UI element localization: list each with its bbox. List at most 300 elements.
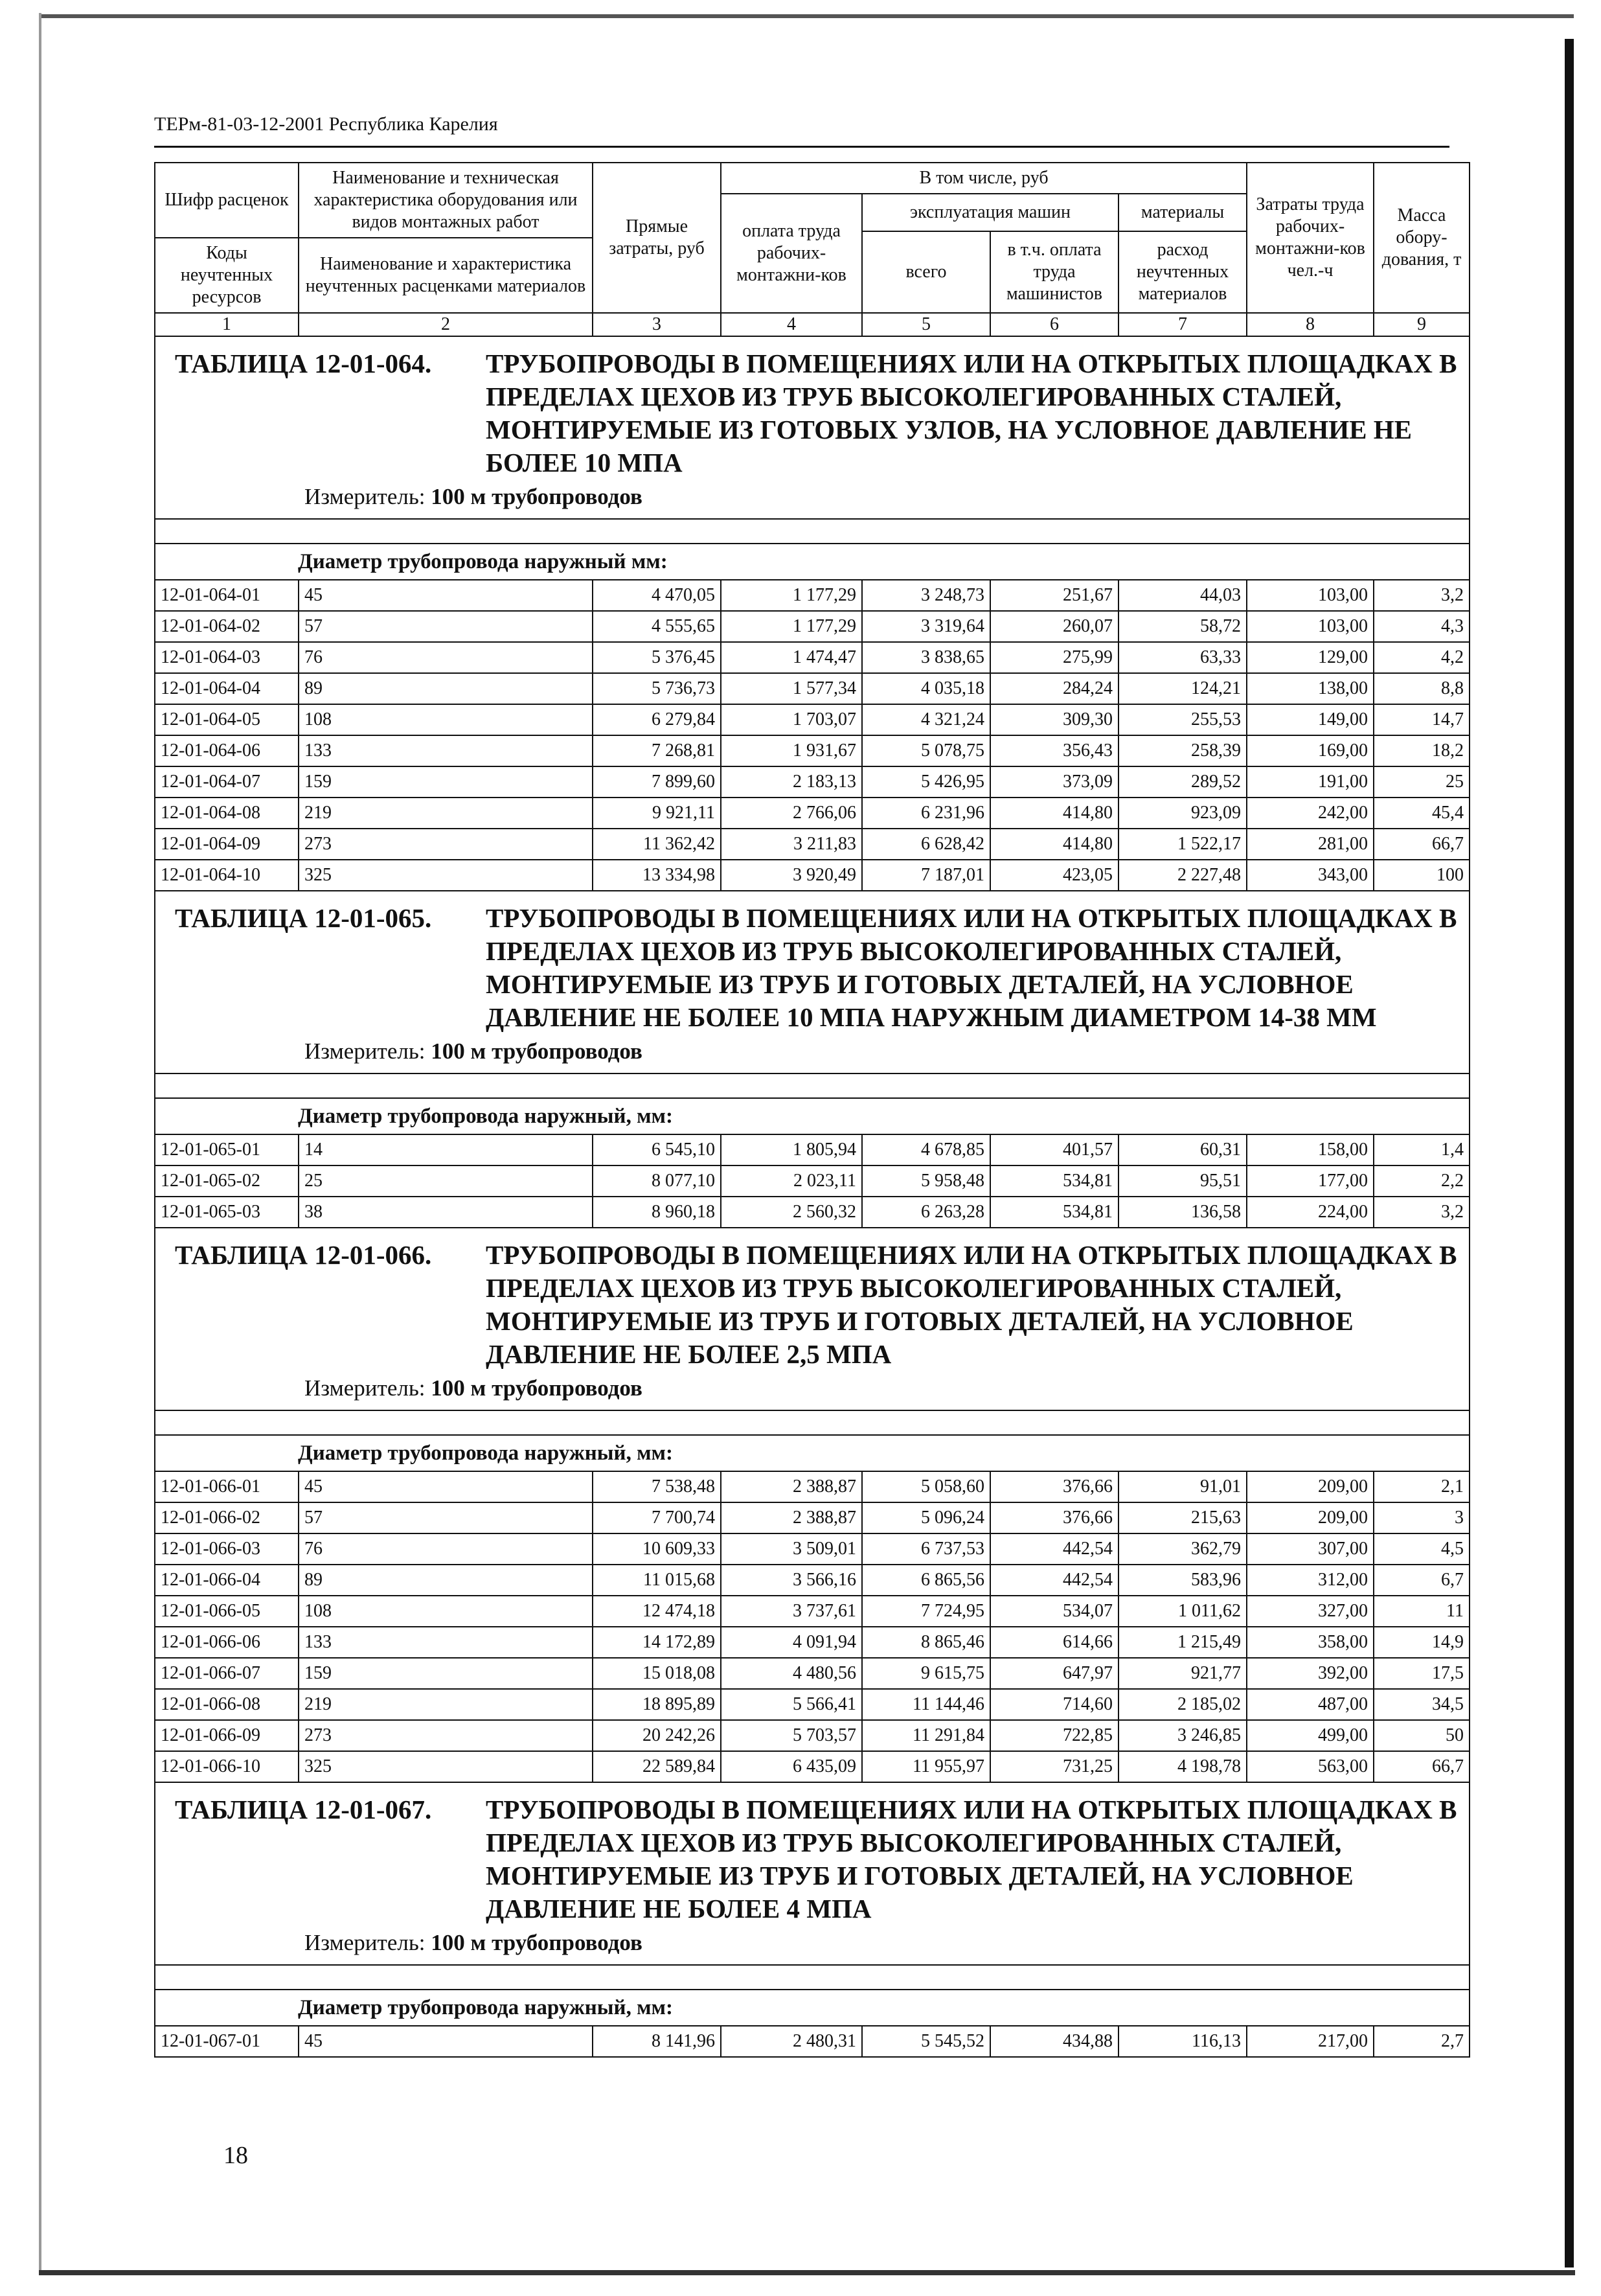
table-row — [155, 1720, 1470, 1751]
section-title — [175, 1793, 1462, 1925]
col-wages-header: оплата труда рабочих-монтажни-ков — [721, 194, 862, 313]
table-cell: 2 388,87 — [721, 1471, 862, 1502]
table-row — [155, 1471, 1470, 1502]
table-row — [155, 1565, 1470, 1596]
table-cell: 169,00 — [1247, 735, 1374, 766]
table-cell: 4 480,56 — [721, 1658, 862, 1689]
table-cell: 534,81 — [990, 1197, 1118, 1228]
table-cell: 215,63 — [1118, 1502, 1247, 1533]
table-cell: 2,2 — [1374, 1165, 1470, 1197]
table-cell: 124,21 — [1118, 673, 1247, 704]
section-unit — [304, 1037, 1462, 1066]
table-cell: 499,00 — [1247, 1720, 1374, 1751]
table-cell: 129,00 — [1247, 642, 1374, 673]
table-cell: 8 865,46 — [862, 1627, 990, 1658]
table-cell: 4 035,18 — [862, 673, 990, 704]
section-title — [175, 347, 1462, 479]
table-cell: 4 555,65 — [593, 611, 721, 642]
table-cell: 1 522,17 — [1118, 829, 1247, 860]
table-cell: 2,1 — [1374, 1471, 1470, 1502]
column-numbers-row — [155, 313, 1470, 336]
table-cell: 158,00 — [1247, 1134, 1374, 1165]
section-unit — [304, 1928, 1462, 1958]
table-cell: 12-01-065-03 — [155, 1197, 299, 1228]
table-cell: 2 227,48 — [1118, 860, 1247, 891]
col-number: 4 — [721, 313, 862, 336]
section-title-text: ТРУБОПРОВОДЫ В ПОМЕЩЕНИЯХ ИЛИ НА ОТКРЫТЫХ ПЛОЩАДКАХ В ПРЕДЕЛАХ ЦЕХОВ ИЗ ТРУБ ВЫСОКОЛЕГИРОВАННЫХ СТАЛЕЙ, МОНТИРУЕМЫЕ ИЗ ГОТОВЫХ УЗЛОВ, НА УСЛОВНОЕ ДАВЛЕНИЕ НЕ БОЛЕЕ 10 МПА — [486, 349, 1457, 477]
table-cell: 103,00 — [1247, 580, 1374, 611]
table-row — [155, 1165, 1470, 1197]
table-cell: 5 376,45 — [593, 642, 721, 673]
table-cell: 108 — [299, 1596, 593, 1627]
table-cell: 1,4 — [1374, 1134, 1470, 1165]
table-cell: 376,66 — [990, 1502, 1118, 1533]
table-row — [155, 1533, 1470, 1565]
table-cell: 251,67 — [990, 580, 1118, 611]
col-labor-hours-header: Затраты труда рабочих-монтажни-ков чел.-ч — [1247, 163, 1374, 313]
section-heading — [155, 1228, 1470, 1410]
table-cell: 376,66 — [990, 1471, 1118, 1502]
table-head — [155, 163, 1470, 336]
table-cell: 14,9 — [1374, 1627, 1470, 1658]
table-cell: 95,51 — [1118, 1165, 1247, 1197]
table-cell: 45 — [299, 2026, 593, 2057]
diameter-label: Диаметр трубопровода наружный, мм: — [155, 1098, 1470, 1134]
table-row — [155, 860, 1470, 891]
section-heading-row — [155, 891, 1470, 1073]
table-cell: 17,5 — [1374, 1658, 1470, 1689]
table-cell: 6 628,42 — [862, 829, 990, 860]
table-cell: 2 388,87 — [721, 1502, 862, 1533]
table-cell: 20 242,26 — [593, 1720, 721, 1751]
table-cell: 2 480,31 — [721, 2026, 862, 2057]
table-cell: 7 724,95 — [862, 1596, 990, 1627]
table-row — [155, 1627, 1470, 1658]
rates-table — [154, 162, 1470, 2058]
table-cell: 5 566,41 — [721, 1689, 862, 1720]
table-cell: 284,24 — [990, 673, 1118, 704]
table-cell: 6,7 — [1374, 1565, 1470, 1596]
table-cell: 45,4 — [1374, 798, 1470, 829]
table-cell: 3 246,85 — [1118, 1720, 1247, 1751]
table-cell: 2,7 — [1374, 2026, 1470, 2057]
table-cell: 219 — [299, 798, 593, 829]
table-cell: 325 — [299, 860, 593, 891]
section-heading — [155, 1782, 1470, 1965]
table-cell: 18 895,89 — [593, 1689, 721, 1720]
table-cell: 116,13 — [1118, 2026, 1247, 2057]
table-cell: 414,80 — [990, 829, 1118, 860]
table-cell: 12-01-066-05 — [155, 1596, 299, 1627]
table-cell: 7 700,74 — [593, 1502, 721, 1533]
table-cell: 149,00 — [1247, 704, 1374, 735]
table-cell: 9 615,75 — [862, 1658, 990, 1689]
table-cell: 133 — [299, 1627, 593, 1658]
table-cell: 343,00 — [1247, 860, 1374, 891]
table-cell: 60,31 — [1118, 1134, 1247, 1165]
table-cell: 8 141,96 — [593, 2026, 721, 2057]
section-spacer — [155, 1965, 1470, 1990]
table-cell: 722,85 — [990, 1720, 1118, 1751]
diameter-row — [155, 1435, 1470, 1471]
col-materials-name-header: Наименование и характеристика неучтенных расценками материалов — [299, 238, 593, 313]
table-cell: 6 737,53 — [862, 1533, 990, 1565]
table-cell: 6 279,84 — [593, 704, 721, 735]
table-cell: 3 920,49 — [721, 860, 862, 891]
table-cell: 12-01-064-06 — [155, 735, 299, 766]
unit-label: Измеритель: — [304, 1039, 426, 1064]
table-cell: 6 545,10 — [593, 1134, 721, 1165]
table-cell: 5 703,57 — [721, 1720, 862, 1751]
table-cell: 11 955,97 — [862, 1751, 990, 1782]
table-cell: 3 509,01 — [721, 1533, 862, 1565]
header-rule — [154, 146, 1449, 148]
document-header: ТЕРм-81-03-12-2001 Республика Карелия — [154, 113, 498, 135]
section-heading-row — [155, 1782, 1470, 1965]
table-cell: 15 018,08 — [593, 1658, 721, 1689]
page-number: 18 — [223, 2142, 248, 2169]
table-cell: 255,53 — [1118, 704, 1247, 735]
table-cell: 6 435,09 — [721, 1751, 862, 1782]
table-cell: 14,7 — [1374, 704, 1470, 735]
scan-border-right — [1565, 39, 1574, 2267]
table-cell: 312,00 — [1247, 1565, 1374, 1596]
table-cell: 138,00 — [1247, 673, 1374, 704]
table-cell: 136,58 — [1118, 1197, 1247, 1228]
table-cell: 923,09 — [1118, 798, 1247, 829]
table-cell: 3 319,64 — [862, 611, 990, 642]
table-cell: 4 321,24 — [862, 704, 990, 735]
unit-value: 100 м трубопроводов — [431, 484, 642, 509]
table-cell: 209,00 — [1247, 1471, 1374, 1502]
table-cell: 392,00 — [1247, 1658, 1374, 1689]
diameter-label: Диаметр трубопровода наружный, мм: — [155, 1990, 1470, 2026]
table-row — [155, 735, 1470, 766]
unit-label: Измеритель: — [304, 1930, 426, 1955]
table-cell: 714,60 — [990, 1689, 1118, 1720]
table-cell: 12-01-064-08 — [155, 798, 299, 829]
table-cell: 159 — [299, 1658, 593, 1689]
table-cell: 1 177,29 — [721, 580, 862, 611]
table-cell: 3,2 — [1374, 580, 1470, 611]
table-cell: 4 470,05 — [593, 580, 721, 611]
table-cell: 12-01-067-01 — [155, 2026, 299, 2057]
table-cell: 4 091,94 — [721, 1627, 862, 1658]
section-spacer — [155, 519, 1470, 544]
table-cell: 12-01-064-05 — [155, 704, 299, 735]
table-cell: 1 577,34 — [721, 673, 862, 704]
table-cell: 258,39 — [1118, 735, 1247, 766]
table-cell: 273 — [299, 829, 593, 860]
table-cell: 217,00 — [1247, 2026, 1374, 2057]
table-row — [155, 1502, 1470, 1533]
table-cell: 14 172,89 — [593, 1627, 721, 1658]
table-cell: 25 — [299, 1165, 593, 1197]
table-cell: 281,00 — [1247, 829, 1374, 860]
section-code: ТАБЛИЦА 12-01-066. — [175, 1240, 432, 1270]
table-cell: 57 — [299, 611, 593, 642]
table-cell: 14 — [299, 1134, 593, 1165]
section-heading — [155, 891, 1470, 1073]
table-cell: 242,00 — [1247, 798, 1374, 829]
table-cell: 177,00 — [1247, 1165, 1374, 1197]
table-cell: 3 566,16 — [721, 1565, 862, 1596]
section-title — [175, 902, 1462, 1034]
table-row — [155, 673, 1470, 704]
table-cell: 6 865,56 — [862, 1565, 990, 1596]
table-cell: 4,5 — [1374, 1533, 1470, 1565]
table-cell: 1 011,62 — [1118, 1596, 1247, 1627]
table-cell: 100 — [1374, 860, 1470, 891]
unit-value: 100 м трубопроводов — [431, 1039, 642, 1064]
table-cell: 12-01-064-03 — [155, 642, 299, 673]
table-cell: 191,00 — [1247, 766, 1374, 798]
unit-label: Измеритель: — [304, 1375, 426, 1401]
table-cell: 1 215,49 — [1118, 1627, 1247, 1658]
section-spacer-row — [155, 519, 1470, 544]
table-cell: 423,05 — [990, 860, 1118, 891]
table-row — [155, 829, 1470, 860]
section-spacer — [155, 1410, 1470, 1435]
table-cell: 224,00 — [1247, 1197, 1374, 1228]
section-spacer-row — [155, 1965, 1470, 1990]
col-number: 9 — [1374, 313, 1470, 336]
table-cell: 3 737,61 — [721, 1596, 862, 1627]
table-cell: 534,07 — [990, 1596, 1118, 1627]
table-cell: 6 231,96 — [862, 798, 990, 829]
table-cell: 5 058,60 — [862, 1471, 990, 1502]
table-cell: 327,00 — [1247, 1596, 1374, 1627]
table-cell: 12-01-066-08 — [155, 1689, 299, 1720]
col-number: 2 — [299, 313, 593, 336]
table-cell: 12-01-065-01 — [155, 1134, 299, 1165]
table-cell: 5 078,75 — [862, 735, 990, 766]
table-cell: 4,2 — [1374, 642, 1470, 673]
col-number: 7 — [1118, 313, 1247, 336]
table-cell: 12-01-066-06 — [155, 1627, 299, 1658]
table-cell: 8 960,18 — [593, 1197, 721, 1228]
table-row — [155, 1658, 1470, 1689]
table-cell: 1 931,67 — [721, 735, 862, 766]
table-row — [155, 704, 1470, 735]
diameter-row — [155, 1098, 1470, 1134]
table-cell: 58,72 — [1118, 611, 1247, 642]
col-code-header: Шифр расценок — [155, 163, 299, 238]
table-cell: 12-01-064-02 — [155, 611, 299, 642]
table-cell: 647,97 — [990, 1658, 1118, 1689]
table-cell: 12-01-066-09 — [155, 1720, 299, 1751]
table-cell: 563,00 — [1247, 1751, 1374, 1782]
table-cell: 63,33 — [1118, 642, 1247, 673]
col-group-header: В том числе, руб — [721, 163, 1247, 194]
table-cell: 89 — [299, 1565, 593, 1596]
table-cell: 66,7 — [1374, 1751, 1470, 1782]
table-cell: 76 — [299, 1533, 593, 1565]
table-cell: 307,00 — [1247, 1533, 1374, 1565]
table-body — [155, 336, 1470, 2057]
col-number: 6 — [990, 313, 1118, 336]
section-heading-row — [155, 336, 1470, 519]
table-cell: 76 — [299, 642, 593, 673]
table-cell: 5 545,52 — [862, 2026, 990, 2057]
table-cell: 325 — [299, 1751, 593, 1782]
table-cell: 921,77 — [1118, 1658, 1247, 1689]
table-cell: 1 805,94 — [721, 1134, 862, 1165]
table-cell: 45 — [299, 1471, 593, 1502]
unit-value: 100 м трубопроводов — [431, 1930, 642, 1955]
table-cell: 309,30 — [990, 704, 1118, 735]
section-heading-row — [155, 1228, 1470, 1410]
table-row — [155, 611, 1470, 642]
table-cell: 289,52 — [1118, 766, 1247, 798]
table-cell: 66,7 — [1374, 829, 1470, 860]
table-cell: 273 — [299, 1720, 593, 1751]
table-cell: 7 538,48 — [593, 1471, 721, 1502]
table-cell: 3 248,73 — [862, 580, 990, 611]
table-cell: 11 — [1374, 1596, 1470, 1627]
table-row — [155, 580, 1470, 611]
table-cell: 13 334,98 — [593, 860, 721, 891]
table-cell: 12-01-066-10 — [155, 1751, 299, 1782]
section-code: ТАБЛИЦА 12-01-065. — [175, 903, 432, 933]
table-cell: 442,54 — [990, 1565, 1118, 1596]
table-cell: 12-01-064-01 — [155, 580, 299, 611]
table-cell: 10 609,33 — [593, 1533, 721, 1565]
col-direct-costs-header: Прямые затраты, руб — [593, 163, 721, 313]
col-name-header: Наименование и техническая характеристика оборудования или видов монтажных работ — [299, 163, 593, 238]
col-mass-header: Масса обору-дования, т — [1374, 163, 1470, 313]
table-cell: 1 474,47 — [721, 642, 862, 673]
unit-label: Измеритель: — [304, 484, 426, 509]
table-row — [155, 1689, 1470, 1720]
table-row — [155, 798, 1470, 829]
table-cell: 534,81 — [990, 1165, 1118, 1197]
table-cell: 11 015,68 — [593, 1565, 721, 1596]
table-cell: 12-01-066-01 — [155, 1471, 299, 1502]
table-cell: 2 560,32 — [721, 1197, 862, 1228]
table-cell: 159 — [299, 766, 593, 798]
table-cell: 50 — [1374, 1720, 1470, 1751]
table-row — [155, 1197, 1470, 1228]
diameter-row — [155, 1990, 1470, 2026]
table-cell: 260,07 — [990, 611, 1118, 642]
table-cell: 3 838,65 — [862, 642, 990, 673]
table-cell: 7 899,60 — [593, 766, 721, 798]
table-cell: 22 589,84 — [593, 1751, 721, 1782]
table-cell: 7 268,81 — [593, 735, 721, 766]
table-cell: 219 — [299, 1689, 593, 1720]
col-materials-header: материалы — [1118, 194, 1247, 231]
table-cell: 45 — [299, 580, 593, 611]
table-cell: 8,8 — [1374, 673, 1470, 704]
table-cell: 2 023,11 — [721, 1165, 862, 1197]
table-cell: 414,80 — [990, 798, 1118, 829]
table-cell: 9 921,11 — [593, 798, 721, 829]
table-cell: 12-01-066-07 — [155, 1658, 299, 1689]
table-cell: 362,79 — [1118, 1533, 1247, 1565]
diameter-row — [155, 544, 1470, 580]
table-cell: 89 — [299, 673, 593, 704]
table-cell: 4,3 — [1374, 611, 1470, 642]
table-cell: 401,57 — [990, 1134, 1118, 1165]
col-unaccounted-materials-header: расход неучтенных материалов — [1118, 231, 1247, 313]
table-cell: 6 263,28 — [862, 1197, 990, 1228]
section-spacer-row — [155, 1073, 1470, 1098]
table-cell: 8 077,10 — [593, 1165, 721, 1197]
table-cell: 487,00 — [1247, 1689, 1374, 1720]
section-code: ТАБЛИЦА 12-01-064. — [175, 349, 432, 378]
table-cell: 108 — [299, 704, 593, 735]
table-row — [155, 642, 1470, 673]
col-resource-codes-header: Коды неучтенных ресурсов — [155, 238, 299, 313]
scan-border-bottom — [39, 2270, 1575, 2275]
scan-border-top — [41, 14, 1574, 18]
table-cell: 7 187,01 — [862, 860, 990, 891]
table-cell: 12-01-064-04 — [155, 673, 299, 704]
table-cell: 11 362,42 — [593, 829, 721, 860]
table-cell: 103,00 — [1247, 611, 1374, 642]
table-cell: 12-01-066-02 — [155, 1502, 299, 1533]
table-cell: 275,99 — [990, 642, 1118, 673]
scan-border-left — [39, 13, 41, 2274]
table-cell: 373,09 — [990, 766, 1118, 798]
table-cell: 434,88 — [990, 2026, 1118, 2057]
table-cell: 12-01-064-09 — [155, 829, 299, 860]
table-cell: 5 958,48 — [862, 1165, 990, 1197]
diameter-label: Диаметр трубопровода наружный мм: — [155, 544, 1470, 580]
section-title — [175, 1239, 1462, 1371]
table-row — [155, 1596, 1470, 1627]
table-cell: 12-01-065-02 — [155, 1165, 299, 1197]
table-row — [155, 1134, 1470, 1165]
table-cell: 442,54 — [990, 1533, 1118, 1565]
table-cell: 1 703,07 — [721, 704, 862, 735]
table-cell: 3 211,83 — [721, 829, 862, 860]
table-cell: 12-01-064-10 — [155, 860, 299, 891]
table-cell: 12-01-064-07 — [155, 766, 299, 798]
table-cell: 38 — [299, 1197, 593, 1228]
col-machines-header: эксплуатация машин — [862, 194, 1118, 231]
table-cell: 12-01-066-03 — [155, 1533, 299, 1565]
table-cell: 18,2 — [1374, 735, 1470, 766]
section-heading — [155, 336, 1470, 519]
section-title-text: ТРУБОПРОВОДЫ В ПОМЕЩЕНИЯХ ИЛИ НА ОТКРЫТЫХ ПЛОЩАДКАХ В ПРЕДЕЛАХ ЦЕХОВ ИЗ ТРУБ ВЫСОКОЛЕГИРОВАННЫХ СТАЛЕЙ, МОНТИРУЕМЫЕ ИЗ ТРУБ И ГОТОВЫХ ДЕТАЛЕЙ, НА УСЛОВНОЕ ДАВЛЕНИЕ НЕ БОЛЕЕ 2,5 МПА — [486, 1240, 1457, 1369]
col-number: 8 — [1247, 313, 1374, 336]
table-cell: 356,43 — [990, 735, 1118, 766]
table-cell: 91,01 — [1118, 1471, 1247, 1502]
table-cell: 2 183,13 — [721, 766, 862, 798]
col-machines-total-header: всего — [862, 231, 990, 313]
section-code: ТАБЛИЦА 12-01-067. — [175, 1795, 432, 1824]
col-number: 1 — [155, 313, 299, 336]
table-cell: 133 — [299, 735, 593, 766]
section-unit — [304, 482, 1462, 512]
table-cell: 12 474,18 — [593, 1596, 721, 1627]
table-cell: 5 096,24 — [862, 1502, 990, 1533]
table-cell: 4 678,85 — [862, 1134, 990, 1165]
table-cell: 3,2 — [1374, 1197, 1470, 1228]
table-cell: 3 — [1374, 1502, 1470, 1533]
table-row — [155, 766, 1470, 798]
col-number: 3 — [593, 313, 721, 336]
table-cell: 57 — [299, 1502, 593, 1533]
table-cell: 44,03 — [1118, 580, 1247, 611]
col-number: 5 — [862, 313, 990, 336]
table-cell: 209,00 — [1247, 1502, 1374, 1533]
unit-value: 100 м трубопроводов — [431, 1375, 642, 1401]
table-cell: 583,96 — [1118, 1565, 1247, 1596]
table-cell: 2 766,06 — [721, 798, 862, 829]
